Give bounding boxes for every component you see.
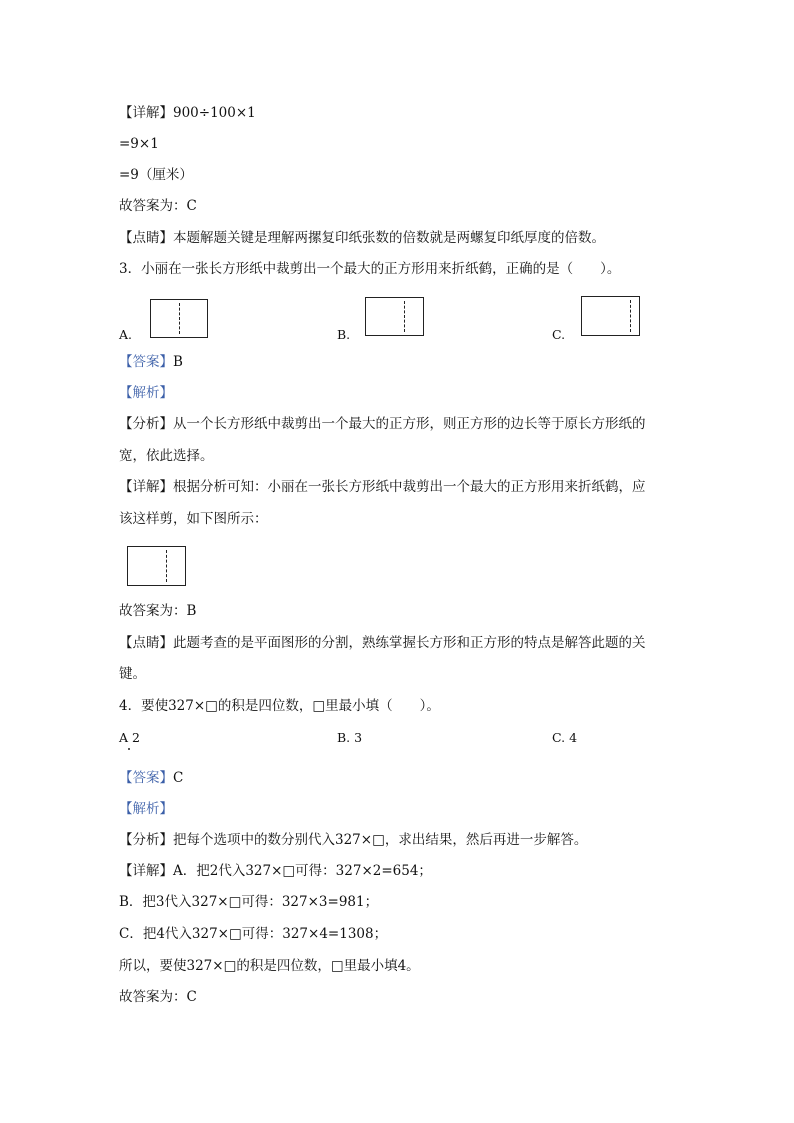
fenxi-text: 把每个选项中的数分别代入327×□，求出结果，然后再进一步解答。 (173, 832, 588, 848)
fenxi-text: 从一个长方形纸中裁剪出一个最大的正方形，则正方形的边长等于原长方形纸的 (173, 416, 646, 432)
detail-tag: 【详解】 (119, 105, 173, 121)
detail-tag: 【详解】 (119, 863, 173, 879)
q4-option-a-value: 2 (132, 730, 140, 745)
answer-value: C (173, 770, 184, 786)
answer-tag: 【答案】 (119, 354, 173, 370)
q4-summary: 所以，要使327×□的积是四位数，□里最小填4。 (119, 958, 420, 974)
q4-option-b-value: 3 (354, 730, 363, 745)
q3-detail-line-2: 该这样剪，如下图所示： (119, 511, 268, 527)
q4-option-a-label: A (119, 730, 129, 745)
detail-expression: 900÷100×1 (173, 105, 256, 121)
detail-text-a: A．把2代入327×□可得：327×2=654； (173, 863, 432, 879)
answer-line: 故答案为：C (119, 198, 197, 214)
q3-answer-line (119, 352, 183, 372)
q3-option-c-label: C. (552, 327, 566, 342)
q3-detail-line-1 (119, 477, 646, 497)
answer-tag: 【答案】 (119, 770, 173, 786)
q4-detail-line-a (119, 861, 432, 881)
question-3: 3．小丽在一张长方形纸中裁剪出一个最大的正方形用来折纸鹤，正确的是（ ）。 (119, 261, 621, 277)
comment-text: 此题考查的是平面图形的分割，熟练掌握长方形和正方形的特点是解答此题的关 (173, 635, 646, 651)
comment-tag: 【点睛】 (119, 635, 173, 651)
q3-option-a-cut-line (179, 303, 180, 334)
q3-option-b-cut-line (404, 301, 405, 332)
answer-value: B (173, 354, 183, 370)
analysis-tag: 【解析】 (119, 801, 173, 817)
calc-step-1: =9×1 (119, 136, 159, 152)
q3-comment-line-1 (119, 633, 646, 653)
q4-option-a-dot (128, 748, 130, 750)
comment-text: 本题解题关键是理解两摞复印纸张数的倍数就是两螺复印纸厚度的倍数。 (173, 230, 605, 246)
comment-tag: 【点睛】 (119, 230, 173, 246)
q3-solution-figure (127, 546, 186, 586)
q3-option-a-label: A. (119, 327, 133, 342)
q4-option-c (552, 729, 577, 747)
q4-option-b (337, 729, 362, 747)
q4-option-c-value: 4 (569, 730, 578, 745)
q4-final-answer: 故答案为：C (119, 989, 197, 1005)
q3-option-c-cut-line (630, 300, 631, 332)
analysis-tag: 【解析】 (119, 385, 173, 401)
comment-line (119, 228, 605, 248)
q3-option-a-figure (150, 299, 208, 338)
q4-option-a (119, 729, 140, 747)
fenxi-tag: 【分析】 (119, 832, 173, 848)
q4-option-b-label: B. (337, 730, 351, 745)
detail-line (119, 103, 256, 123)
q3-final-answer: 故答案为：B (119, 603, 197, 619)
q4-answer-line (119, 768, 183, 788)
calc-step-2: =9（厘米） (119, 167, 193, 183)
detail-text: 根据分析可知：小丽在一张长方形纸中裁剪出一个最大的正方形用来折纸鹤，应 (173, 479, 646, 495)
q3-option-c-figure (581, 296, 640, 336)
q3-analysis-line-2: 宽，依此选择。 (119, 448, 214, 464)
q3-solution-cut-line (166, 550, 167, 582)
q3-analysis-line-1 (119, 414, 646, 434)
q4-option-c-label: C. (552, 730, 566, 745)
fenxi-tag: 【分析】 (119, 416, 173, 432)
question-4: 4．要使327×□的积是四位数，□里最小填（ ）。 (119, 698, 440, 714)
q3-option-b-label: B. (337, 327, 351, 342)
q3-option-b-figure (365, 297, 424, 336)
q4-detail-line-c: C．把4代入327×□可得：327×4=1308； (119, 926, 388, 942)
q3-comment-line-2: 键。 (119, 666, 146, 682)
q4-analysis-line (119, 830, 587, 850)
q4-detail-line-b: B．把3代入327×□可得：327×3=981； (119, 894, 379, 910)
detail-tag: 【详解】 (119, 479, 173, 495)
